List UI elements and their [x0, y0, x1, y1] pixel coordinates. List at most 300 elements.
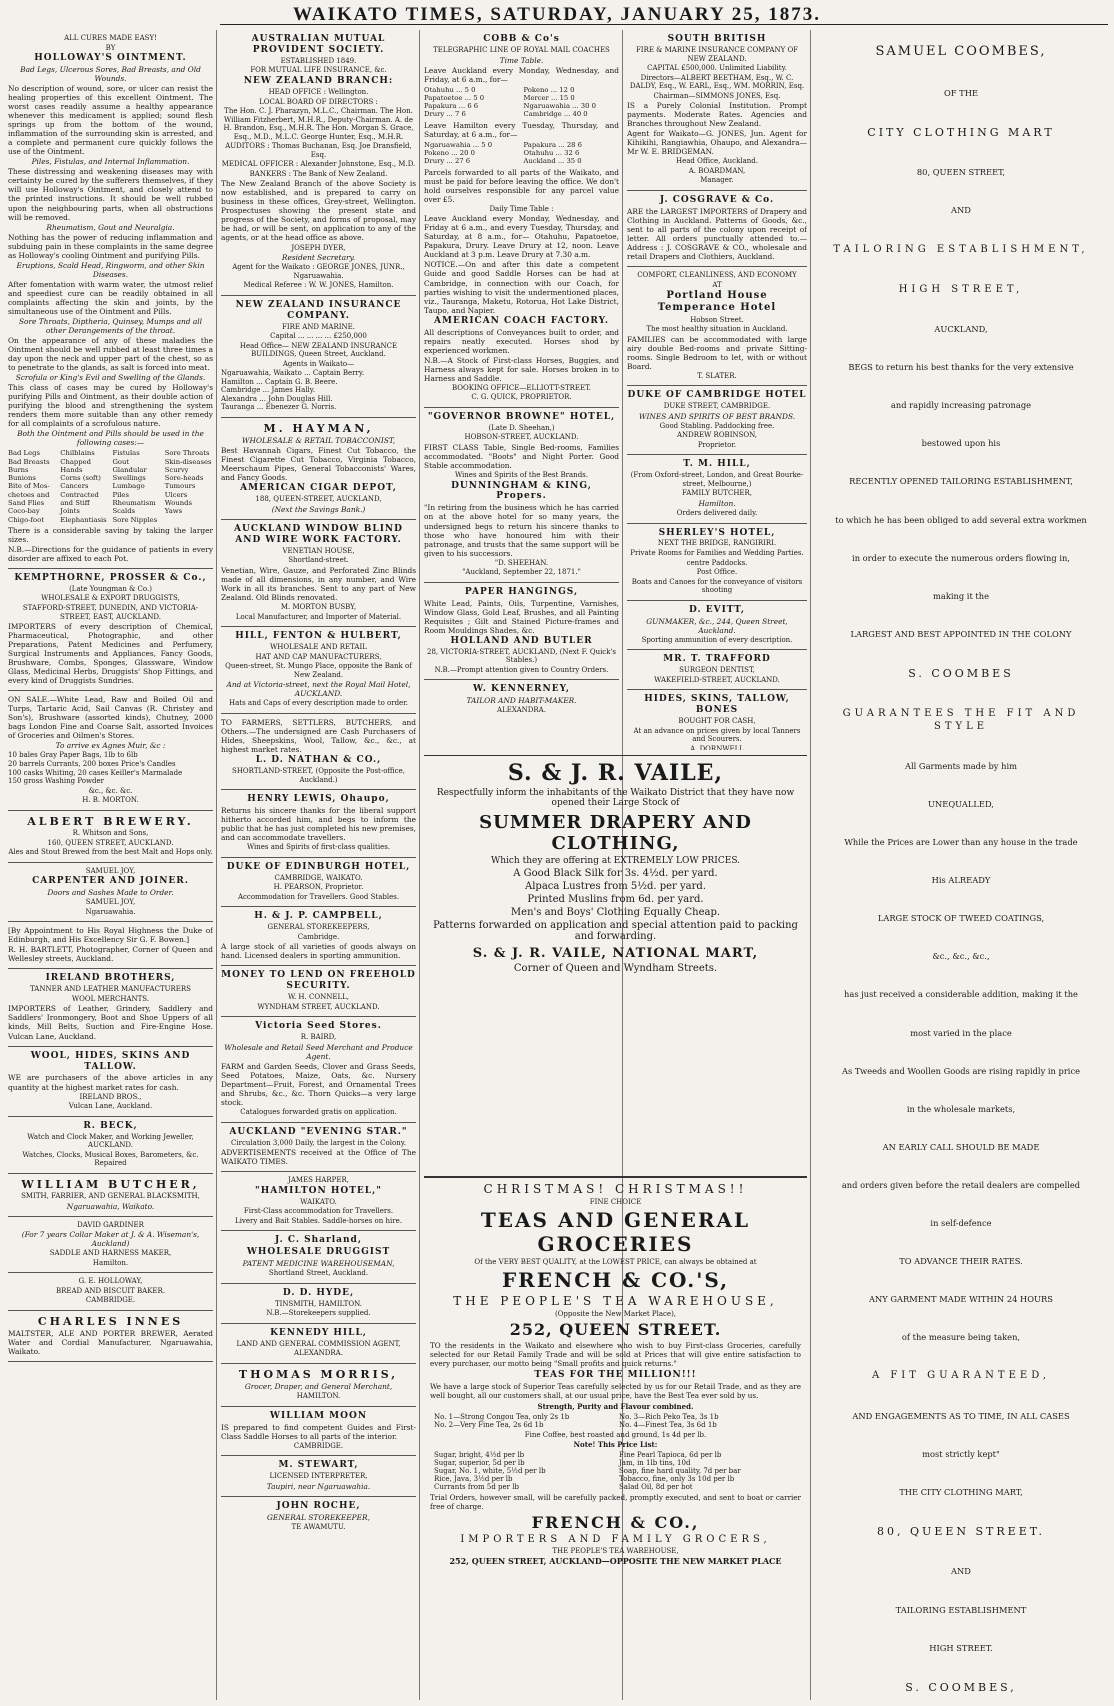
ad-place: ALEXANDRA.: [294, 1349, 343, 1358]
cobb-coaches-ad: [424, 30, 619, 408]
ad-body: Queen-street, St. Mungo Place, opposite the Bank of New Zealand.: [225, 662, 412, 679]
ad-line: has just received a considerable addition, making it the: [844, 989, 1078, 1000]
ad-title: D. D. HYDE,: [282, 1287, 355, 1298]
ad-body: Ales and Stout Brewed from the best Malt and Hops only.: [8, 848, 213, 857]
ad-address: Corner of Queen and Wyndham Streets.: [513, 963, 718, 974]
ad-line: RECENTLY OPENED TAILORING ESTABLISHMENT,: [849, 476, 1073, 487]
ad-body: Watches, Clocks, Musical Boxes, Barometers, &c. Repaired: [22, 1150, 199, 1168]
ad-line: Head Office, Auckland.: [676, 157, 758, 166]
ad-line: Wholesale and Retail Seed Merchant and Produce Agent.: [224, 1042, 413, 1061]
ad-address: Shortland-street.: [288, 556, 349, 565]
ailment-item: Wounds: [164, 499, 192, 507]
ad-line: WHOLESALE AND RETAIL: [270, 643, 367, 652]
ailment-item: Gout: [112, 457, 130, 466]
ad-line: HAT AND CAP MANUFACTURERS,: [255, 652, 382, 661]
ad-line: SADDLE AND HARNESS MAKER,: [49, 1249, 172, 1258]
ad-place: CAMBRIDGE.: [293, 1441, 344, 1450]
fare-item: Cambridge ... 40 0: [523, 110, 588, 119]
ad-body: TO the residents in the Waikato and elsewhere who wish to buy First-class Groceries, carefully selected for our Retail Family Trade and will be sold at Prices that will give entire satisfaction to every purchaser, our motto being "Small profits and quick returns.": [430, 1341, 801, 1368]
ad-line: Of the VERY BEST QUALITY, at the LOWEST PRICE, can always be obtained at: [474, 1258, 757, 1266]
column-2: [221, 30, 416, 1700]
south-british-ad: [627, 30, 807, 191]
ad-body: At an advance on prices given by local Tanners and Scourers.: [633, 726, 801, 744]
nz-insurance-ad: [221, 296, 416, 418]
ailment-item: Yaws: [164, 507, 183, 516]
ad-line: AND: [951, 1566, 971, 1577]
hides-ad: [627, 690, 807, 750]
tea-item: No. 1—Strong Congou Tea, only 2s 1b: [434, 1413, 570, 1421]
ad-title: SOUTH BRITISH: [667, 34, 767, 44]
ad-title: THOMAS MORRIS,: [238, 1367, 399, 1381]
ad-body: Agent for Waikato—G. JONES, Jun. Agent for Kihikihi, Rangiawhia, Ohaupo, and Alexandra—Mr W. E. BRIDGEMAN.: [627, 129, 807, 157]
ad-title: IRELAND BROTHERS,: [45, 973, 176, 984]
ad-subhead: FIRE AND MARINE.: [282, 322, 355, 331]
ad-body: No description of wound, sore, or ulcer can resist the healing properties of this excellent Ointment. The worst cases readily assume a healthy appearance whenever this medicament is applied; sound flesh springs up from the bottom of the wound, inflammation of the surrounding skin is arrested, and a complete and permanent cure quickly follows the use of the Ointment.: [8, 84, 213, 157]
ad-body: ADVERTISEMENTS received at the Office of The WAIKATO TIMES.: [221, 1148, 416, 1167]
ailment-item: Lumbago: [112, 482, 145, 491]
ad-title: JAMES HARPER,: [288, 1176, 349, 1185]
ad-line: WOOL MERCHANTS.: [71, 994, 150, 1003]
ailment-item: Hands: [60, 465, 83, 474]
ad-line: TANNER AND LEATHER MANUFACTURERS: [30, 985, 191, 994]
ad-place: CAMBRIDGE, WAIKATO.: [274, 873, 363, 882]
ailment-item: Glandular: [112, 465, 147, 474]
ad-line: Which they are offering at EXTREMELY LOW PRICES.: [490, 856, 741, 866]
column-5: [815, 30, 1107, 1700]
ad-title: HILL, FENTON & HULBERT,: [235, 631, 402, 642]
ad-line: CAPITAL £500,000. Unlimited Liability.: [647, 64, 787, 73]
ad-body: A large stock of all varieties of goods always on hand. Licensed dealers in sporting ammunition.: [221, 942, 416, 961]
masthead-title: WAIKATO TIMES, SATURDAY, JANUARY 25, 1873.: [293, 4, 821, 25]
ad-subhead: AMERICAN COACH FACTORY.: [434, 315, 609, 326]
ailment-item: Bunions: [8, 474, 36, 483]
fare-item: Mercer ... 15 0: [523, 93, 575, 102]
ad-signature: "D. SHEEHAN.: [494, 558, 549, 567]
ad-title: H. & J. P. CAMPBELL,: [254, 911, 383, 922]
coombes-name: SAMUEL COOMBES,: [875, 44, 1047, 59]
ad-line: Post Office.: [696, 568, 738, 577]
ad-line: in order to execute the numerous orders flowing in,: [852, 552, 1070, 563]
ad-line: LOCAL BOARD OF DIRECTORS :: [259, 97, 378, 106]
list-item: 20 barrels Currants, 200 boxes Price's Candles: [8, 760, 176, 768]
column-rule: [810, 30, 811, 1700]
ad-line: FOR MUTUAL LIFE INSURANCE, &c.: [250, 66, 387, 75]
ad-line: LARGE STOCK OF TWEED COATINGS,: [877, 913, 1045, 924]
ad-signature: S. COOMBES,: [905, 1680, 1017, 1694]
fare-table: [424, 141, 619, 166]
ad-subhead: Agents in Waikato—: [282, 359, 355, 368]
ad-title: CHARLES INNES: [37, 1314, 184, 1328]
ad-line: CARPENTER AND JOINER.: [32, 876, 189, 887]
wool-ad: [8, 1047, 213, 1117]
ailment-item: Bad Breasts: [8, 457, 50, 466]
ad-line: FINE CHOICE: [589, 1198, 642, 1206]
ad-role: Proprietor.: [697, 440, 737, 449]
ad-title: COBB & Co's: [483, 34, 560, 44]
price-item: Tobacco, fine, only 3s 10d per lb: [619, 1475, 735, 1483]
holloway-ointment-ad: [8, 30, 213, 569]
ad-line: BOUGHT FOR CASH,: [678, 717, 756, 726]
ailment-item: Sore Throats: [164, 449, 210, 458]
fare-item: Otahuhu ... 5 0: [424, 85, 476, 94]
ad-line: SURGEON DENTIST,: [679, 666, 755, 675]
ad-address: 80, QUEEN STREET,: [916, 167, 1006, 178]
ad-line: FAMILY BUTCHER,: [681, 489, 753, 498]
ad-line: BREAD AND BISCUIT BAKER.: [55, 1286, 166, 1295]
ad-subhead: Daily Time Table :: [489, 204, 554, 213]
ad-note: Orders delivered daily.: [676, 508, 758, 517]
column-rule: [419, 30, 420, 1700]
shirley-hotel-ad: [627, 524, 807, 601]
column-rule: [216, 30, 217, 1700]
harper-ad: [221, 1172, 416, 1231]
ad-subhead: Both the Ointment and Pills should be used in the following cases:—: [17, 429, 204, 448]
ad-body: These distressing and weakening diseases may with certainty be cured by the sufferers themselves, if they will use Holloway's Ointment, and closely attend to the printed instructions. It should be well rubbed upon the neighbouring parts, when all obstructions will be removed.: [8, 167, 213, 222]
ailment-item: Burns: [8, 465, 29, 474]
price-item: Salad Oil, 8d per bot: [619, 1483, 693, 1491]
ad-line: TO ADVANCE THEIR RATES.: [899, 1256, 1023, 1267]
ad-line: making it the: [933, 590, 989, 601]
ad-body: On the appearance of any of these maladies the Ointment should be well rubbed at least three times a day upon the neck and upper part of the chest, so as to penetrate to the glands, as salt is forced into meat.: [8, 335, 213, 373]
ad-title: DUKE OF EDINBURGH HOTEL,: [226, 861, 411, 872]
ad-body: "In retiring from the business which he has carried on at the above hotel for so many years, the undersigned begs to return his sincere thanks to those who have honoured him with their patronage, and trusts that the same support will be given to his successors.: [424, 503, 619, 558]
onsale-ad: [8, 691, 213, 810]
ad-address: HIGH STREET.: [929, 1642, 993, 1653]
stewart-ad: [221, 1456, 416, 1497]
ad-line: As Tweeds and Woollen Goods are rising rapidly in price: [841, 1065, 1081, 1076]
ad-body: Trial Orders, however small, will be carefully packed, promptly executed, and sent to boat or carrier free of charge.: [430, 1493, 801, 1511]
amp-society-ad: [221, 30, 416, 296]
ad-body: IS a Purely Colonial Institution. Prompt payments. Moderate Rates. Agencies and Branches throughout New Zealand.: [627, 101, 807, 129]
ad-line: Fine Coffee, best roasted and ground, 1s 4d per lb.: [524, 1431, 707, 1439]
ad-body: FARM and Garden Seeds, Clover and Grass Seeds, Seed Potatoes, Maize, Oats, &c. Nursery Department—Fruit, Forest, and Ornamental Trees and Shrubs, &c., &c. Thorn Quicks—a very large stock.: [221, 1061, 416, 1107]
ad-address: 252, QUEEN STREET, AUCKLAND—OPPOSITE THE NEW MARKET PLACE: [449, 1556, 782, 1566]
ad-line: most strictly kept": [922, 1448, 1000, 1459]
ailment-item: Chigo-foot: [8, 515, 44, 524]
ad-line: All Garments made by him: [905, 760, 1017, 771]
ad-note: And at Victoria-street, next the Royal Mail Hotel, AUCKLAND.: [226, 680, 411, 699]
ad-line: &c., &c., &c.,: [932, 951, 990, 962]
tea-item: No. 2—Very Fine Tea, 2s 6d 1b: [434, 1421, 544, 1429]
ad-line: WHOLESALE & RETAIL TOBACCONIST,: [241, 436, 396, 446]
ad-address: SHORTLAND-STREET, (Opposite the Post-office, Auckland.): [232, 766, 405, 784]
fare-item: Papakura ... 28 6: [523, 140, 582, 149]
ad-place: WAIKATO.: [300, 1197, 337, 1206]
ad-role: Resident Secretary.: [281, 253, 356, 263]
ad-place: Hamilton.: [698, 498, 736, 508]
ailment-item: Piles: [112, 490, 129, 499]
ad-line: Agent for the Waikato : GEORGE JONES, JUNR., Ngaruawahia.: [232, 263, 405, 280]
ad-subhead: VENETIAN HOUSE,: [282, 546, 355, 555]
ad-line: and rapidly increasing patronage: [890, 400, 1032, 411]
ad-line: LICENSED INTERPRETER,: [269, 1472, 368, 1481]
ad-signature: S. & J. R. VAILE, NATIONAL MART,: [472, 946, 759, 961]
ad-line: WHOLESALE & EXPORT DRUGGISTS,: [41, 594, 180, 603]
ad-body: FAMILIES can be accommodated with large airy double Bed-rooms and private Sitting-rooms. Single Bedroom to let, with or without Board.: [627, 334, 807, 371]
ad-line: THE PEOPLE'S TEA WAREHOUSE,: [552, 1547, 679, 1555]
ailment-item: Ulcers: [164, 490, 188, 499]
ad-line: PATENT MEDICINE WAREHOUSEMAN,: [242, 1259, 395, 1269]
ailment-list: [8, 449, 213, 524]
ad-title: ALBERT BREWERY.: [27, 814, 194, 828]
price-item: Printed Muslins from 6d. per yard.: [527, 894, 704, 905]
price-item: Rice, Java, 3½d per lb: [434, 1475, 513, 1483]
ad-line: "HAMILTON HOTEL,": [255, 1185, 382, 1196]
ailment-item: Chapped: [60, 457, 91, 466]
fare-item: Ngaruawahia ... 5 0: [424, 140, 493, 149]
price-item: Jam, in 1lb tins, 10d: [619, 1459, 691, 1467]
ad-line: His ALREADY: [931, 875, 991, 886]
nathan-ad: [221, 714, 416, 790]
ad-line: TAILORING ESTABLISHMENT: [895, 1604, 1027, 1615]
sharland-ad: [221, 1231, 416, 1284]
governor-browne-ad: [424, 408, 619, 583]
ailment-item: Scalds: [112, 507, 136, 516]
ad-subhead: (Late Youngman & Co.): [69, 584, 152, 593]
ad-signature: JOSEPH DYER,: [291, 243, 346, 252]
holloway-baker-ad: [8, 1273, 213, 1311]
ad-address: Vulcan Lane, Auckland.: [68, 1102, 153, 1111]
fare-item: Auckland ... 35 0: [523, 157, 582, 166]
ad-line: most varied in the place: [910, 1027, 1012, 1038]
ad-title: M. HAYMAN,: [263, 421, 374, 435]
ad-line: Grocer, Draper, and General Merchant,: [244, 1382, 393, 1392]
ad-line: HEAD OFFICE : Wellington.: [268, 87, 369, 96]
portland-hotel-ad: [627, 267, 807, 386]
ad-line: UNEQUALLED,: [928, 798, 994, 809]
ad-title: J. COSGRAVE & Co.: [659, 194, 775, 205]
ad-line: ANY GARMENT MADE WITHIN 24 HOURS: [869, 1294, 1053, 1305]
ad-title: PAPER HANGINGS,: [464, 586, 579, 597]
masthead-rule: [220, 24, 1108, 25]
ad-subhead: Note! This Price List:: [573, 1440, 658, 1449]
ad-place: Cambridge.: [297, 932, 340, 941]
ad-title: R. BECK,: [83, 1120, 138, 1131]
ailment-item: Sore Nipples: [112, 515, 158, 524]
ad-line: of the measure being taken,: [901, 1332, 1021, 1343]
masthead: [0, 0, 1114, 26]
ad-line: GUARANTEES THE FIT AND STYLE: [842, 708, 1080, 732]
ad-line: Chairman—SIMMONS JONES, Esq.: [653, 91, 781, 100]
edinburgh-hotel-ad: [221, 858, 416, 908]
ad-subhead: (Late D. Sheehan,): [488, 423, 555, 432]
ad-body: R. H. BARTLETT, Photographer, Corner of Queen and Wellesley streets, Auckland.: [8, 945, 213, 964]
ad-body: ARE the LARGEST IMPORTERS of Drapery and Clothing in Auckland. Patterns of Goods, &c., sent to all parts of the colony upon receipt of letter. All orders punctually attended to.—Address : J. COSGRAVE & CO., wholesale and retail Drapers and Clothiers, Auckland.: [627, 206, 807, 262]
ailment-item: chetoes and: [8, 490, 50, 499]
cosgrave-ad: [627, 191, 807, 267]
ad-signature: HOLLAND AND BUTLER: [450, 635, 593, 646]
ad-note: (Next the Savings Bank.): [271, 504, 366, 514]
ad-body: First-Class accommodation for Travellers.: [243, 1207, 394, 1216]
ailment-item: Sore-heads: [164, 474, 204, 483]
ad-body: We have a large stock of Superior Teas carefully selected by us for our Retail Trade, and as they are well bought, all our customers shall, at our usual price, have the Best Tea ever sold by us.: [430, 1382, 801, 1400]
ad-title: AUCKLAND "EVENING STAR.": [229, 1126, 408, 1137]
price-item: Sugar, bright, 4½d per lb: [434, 1451, 525, 1459]
ad-line: NEXT THE BRIDGE, RANGIRIRI.: [657, 539, 777, 548]
ad-line: Medical Referee : W. W. JONES, Hamilton.: [243, 281, 394, 290]
ad-body: Private Rooms for Families and Wedding Parties.: [630, 549, 804, 557]
ad-body: IMPORTERS of Leather, Grindery, Saddlery and Saddlers' Ironmongery, Boot and Shoe Uppers of all kinds, Mill Belts, Suction and Fire-Engine Hose. Vulcan Lane, Auckland.: [8, 1004, 213, 1041]
ad-role: Local Manufacturer, and Importer of Material.: [235, 612, 402, 621]
price-item: Fine Pearl Tapioca, 6d per lb: [619, 1451, 722, 1459]
ad-note: Boats and Canoes for the conveyance of visitors shooting: [631, 577, 803, 595]
price-item: Sugar, No. 1, white, 5½d per lb: [434, 1467, 546, 1475]
ad-line: The Hon. C. J. Pharazyn, M.L.C., Chairman. The Hon. William Fitzherbert, M.H.R., Deputy-Chairman. A. de H. Brandon, Esq., M.H.R. The Hon. Morgan S. Grace, Esq., M.D., M.L.C. George Hunter, Esq., M.H.R.: [223, 107, 414, 141]
price-item: Soap, fine hard quality, 7d per bar: [619, 1467, 741, 1475]
ad-line: THE CITY CLOTHING MART,: [899, 1486, 1023, 1497]
ad-line: AND ENGAGEMENTS AS TO TIME, IN ALL CASES: [852, 1410, 1070, 1421]
joy-ad: [8, 863, 213, 923]
ailment-item: Corns (soft): [60, 474, 101, 483]
price-item: Alpaca Lustres from 5½d. per yard.: [525, 881, 706, 892]
ad-body: IMPORTERS of every description of Chemical, Pharmaceutical, Photographic, and other Preparations, Patent Medicines and Perfumery, Surgical Instruments and Appliances, Fancy Goods, Brushware, Combs, Sponges, Glassware, Window Glass, Medicinal Herbs, Druggists' Shop Fittings, and every kind of Druggists Sundries.: [8, 622, 213, 686]
ad-line: FIRE & MARINE INSURANCE COMPANY OF NEW ZEALAND.: [635, 45, 799, 63]
gardiner-ad: [8, 1217, 213, 1274]
ad-body: TO FARMERS, SETTLERS, BUTCHERS, and Others.—The undersigned are Cash Purchasers of Hides, Sheepskins, Wool, Tallow, &c., &c., at highest market rates.: [221, 717, 416, 754]
ad-place: CAMBRIDGE.: [85, 1296, 136, 1305]
ad-place: TE AWAMUTU.: [291, 1522, 346, 1531]
ad-place: HAMILTON.: [296, 1392, 341, 1401]
kennedy-ad: [221, 1324, 416, 1364]
ad-note: N.B.—Storekeepers supplied.: [266, 1309, 371, 1318]
ad-line: OF THE: [943, 87, 979, 98]
ad-title: KENNEDY HILL,: [270, 1327, 367, 1338]
roche-ad: [221, 1497, 416, 1537]
price-item: Sugar, superior, 5d per lb: [434, 1459, 525, 1467]
ad-signature: A. BOARDMAN,: [688, 166, 746, 175]
column-3: [424, 30, 619, 750]
ad-body: This class of cases may be cured by Holloway's purifying Pills and Ointment, as their double action of purifying the blood and strengthening the system renders them more suitable than any other remedy for all complaints of a scrofulous nature.: [8, 383, 213, 429]
ad-line: Circulation 3,000 Daily, the largest in the Colony.: [231, 1138, 406, 1147]
ad-line: While the Prices are Lower than any house in the trade: [844, 836, 1078, 847]
ad-line: AN EARLY CALL SHOULD BE MADE: [882, 1141, 1040, 1152]
ad-title: CITY CLOTHING MART: [867, 125, 1055, 139]
ad-line: Head Office— NEW ZEALAND INSURANCE BUILDINGS, Queen Street, Auckland.: [239, 341, 398, 359]
ad-line: Watch and Clock Maker, and Working Jeweller, AUCKLAND.: [27, 1132, 194, 1150]
ad-line: TAILOR AND HABIT-MAKER.: [466, 696, 577, 706]
ad-address: STAFFORD-STREET, DUNEDIN, AND VICTORIA-STREET, EAST, AUCKLAND.: [22, 604, 199, 621]
beck-ad: [8, 1117, 213, 1174]
ad-title: KEMPTHORNE, PROSSER & Co.,: [14, 572, 207, 583]
ad-line: BOOKING OFFICE—ELLIOTT-STREET.: [451, 383, 592, 392]
ailment-item: and Stiff: [60, 499, 90, 507]
ad-address: DUKE STREET, CAMBRIDGE.: [663, 402, 771, 411]
hyde-ad: [221, 1284, 416, 1324]
ad-title: Victoria Seed Stores.: [255, 1021, 382, 1032]
ad-note: There is a considerable saving by taking the larger sizes.: [8, 525, 213, 544]
ad-line: AT: [712, 280, 722, 289]
ad-by: BY: [105, 43, 116, 52]
ad-address: WYNDHAM STREET, AUCKLAND.: [257, 1002, 380, 1011]
ad-date: "Auckland, September 22, 1871.": [462, 568, 581, 577]
ad-address: HIGH STREET,: [898, 283, 1024, 295]
ailment-item: Tumours: [164, 482, 196, 491]
ireland-ad: [8, 969, 213, 1046]
hill-butcher-ad: [627, 455, 807, 523]
ad-line: centre Paddocks.: [686, 558, 748, 567]
ad-address: Shortland Street, Auckland.: [268, 1269, 369, 1278]
ad-line: to which he has been obliged to add several extra workmen: [835, 514, 1087, 525]
fare-item: Pokeno ... 20 0: [424, 149, 475, 158]
ad-line: S. COOMBES: [908, 666, 1014, 680]
ad-title: D. EVITT,: [688, 604, 746, 615]
lewis-ad: [221, 790, 416, 858]
ad-line: Directors—ALBERT BEETHAM, Esq., W. C. DALDY, Esq., W. EARL, Esq., WM. MORRIN, Esq.: [629, 73, 805, 91]
ad-line: (Opposite the New Market Place),: [554, 1310, 677, 1318]
ad-line: Accommodation for Travellers. Good Stables.: [237, 892, 400, 901]
ad-body: The New Zealand Branch of the above Society is now established, and is prepared to carry on business in these offices, Grey-street, Wellington. Prospectuses showing the present state and progress of the Society, and forms of proposal, may be had, or will be sent, on application to any of the agents, or at the head office as above.: [221, 179, 416, 243]
ad-line: R. Whitson and Sons,: [72, 829, 149, 838]
ad-signature: M. MORTON BUSBY,: [280, 603, 357, 612]
ailment-item: Swellings: [112, 474, 146, 483]
fare-table: [424, 86, 619, 119]
list-item: 150 gross Washing Powder: [8, 777, 104, 786]
ad-body: N.B.—A Stock of First-class Horses, Buggies, and Harness always kept for sale. Horses broken in to Harness and Saddle.: [424, 355, 619, 383]
fare-item: Papatoetoe ... 5 0: [424, 93, 485, 102]
ad-kicker: ALL CURES MADE EASY!: [64, 34, 157, 42]
ad-address: 28, VICTORIA-STREET, AUCKLAND, (Next F. Quick's Stables.): [427, 647, 616, 665]
ad-title: SAMUEL JOY,: [85, 866, 136, 875]
ad-note: Catalogues forwarded gratis on application.: [240, 1108, 397, 1117]
kennerney-ad: [424, 680, 619, 720]
ad-place: Ngaruawahia.: [85, 907, 136, 916]
ad-place: Ngaruawahia, Waikato.: [66, 1201, 155, 1211]
ad-subhead: (From Oxford-street, London, and Great Bourke-street, Melbourne,): [630, 471, 804, 488]
ad-subhead: Rheumatism, Gout and Neuralgia.: [46, 222, 175, 232]
price-list: [424, 868, 807, 905]
ad-title: M. STEWART,: [278, 1460, 359, 1471]
ad-signature: W. H. CONNELL,: [288, 993, 349, 1002]
morris-ad: [221, 1364, 416, 1407]
ad-subhead: AMERICAN CIGAR DEPOT,: [240, 483, 397, 494]
agent-item: Alexandra ... John Douglas Hill.: [221, 394, 333, 403]
ad-line: A FIT GUARANTEED,: [871, 1370, 1051, 1382]
ad-place: ALEXANDRA.: [497, 706, 546, 715]
tea-list: [424, 1413, 807, 1429]
ad-line: LAND AND GENERAL COMMISSION AGENT,: [236, 1339, 401, 1348]
window-blind-ad: [221, 520, 416, 627]
fare-item: Ngaruawahia ... 30 0: [523, 102, 596, 111]
ad-line: AND: [951, 205, 971, 216]
ad-line: GUNMAKER, &c., 244, Queen Street, Auckland.: [646, 616, 788, 635]
ad-line: in self-defence: [930, 1218, 992, 1229]
ad-subhead: TEAS FOR THE MILLION!!!: [534, 1370, 697, 1380]
ad-signature: A. DORNWELL: [690, 744, 744, 750]
ad-subhead: Scrofula or King's Evil and Swelling of the Glands.: [15, 373, 206, 383]
ad-title: WILLIAM BUTCHER,: [21, 1177, 200, 1191]
ad-title: DAVID GARDINER: [77, 1220, 144, 1229]
ad-kicker: CHRISTMAS! CHRISTMAS!!: [483, 1182, 748, 1196]
ad-title: T. M. HILL,: [683, 459, 751, 470]
ad-title: G. E. HOLLOWAY,: [78, 1277, 143, 1286]
ad-title: Portland House Temperance Hotel: [657, 290, 777, 314]
ad-signature: H. PEARSON, Proprietor.: [273, 883, 364, 892]
ad-line: LARGEST AND BEST APPOINTED IN THE COLONY: [850, 628, 1072, 639]
ad-line: WINES AND SPIRITS OF BEST BRANDS.: [638, 411, 796, 421]
ad-title: HENRY LEWIS, Ohaupo,: [247, 794, 390, 805]
ad-signature: ANDREW ROBINSON,: [676, 431, 758, 440]
evitt-ad: [627, 601, 807, 651]
ad-kicker: COMFORT, CLEANLINESS, AND ECONOMY: [637, 271, 797, 280]
agent-list: [221, 369, 416, 412]
ailment-item: Cancers: [60, 482, 89, 491]
ad-body: White Lead, Paints, Oils, Turpentine, Varnishes, Window Glass, Gold Leaf, Brushes, and all Painting Requisites ; Gilt and Stained Picture-frames and Room Mouldings Shades, &c.: [424, 598, 619, 635]
ad-body: MALTSTER, ALE AND PORTER BREWER, Aerated Water and Cordial Manufacturer, Ngaruawahia, Waikato.: [8, 1329, 213, 1357]
agent-item: Tauranga ... Ebenezer G. Norris.: [221, 403, 337, 412]
ailment-item: Sand Flies: [8, 499, 45, 507]
ad-line: BEGS to return his best thanks for the very extensive: [848, 362, 1074, 373]
ad-signature: T. SLATER.: [697, 371, 737, 380]
